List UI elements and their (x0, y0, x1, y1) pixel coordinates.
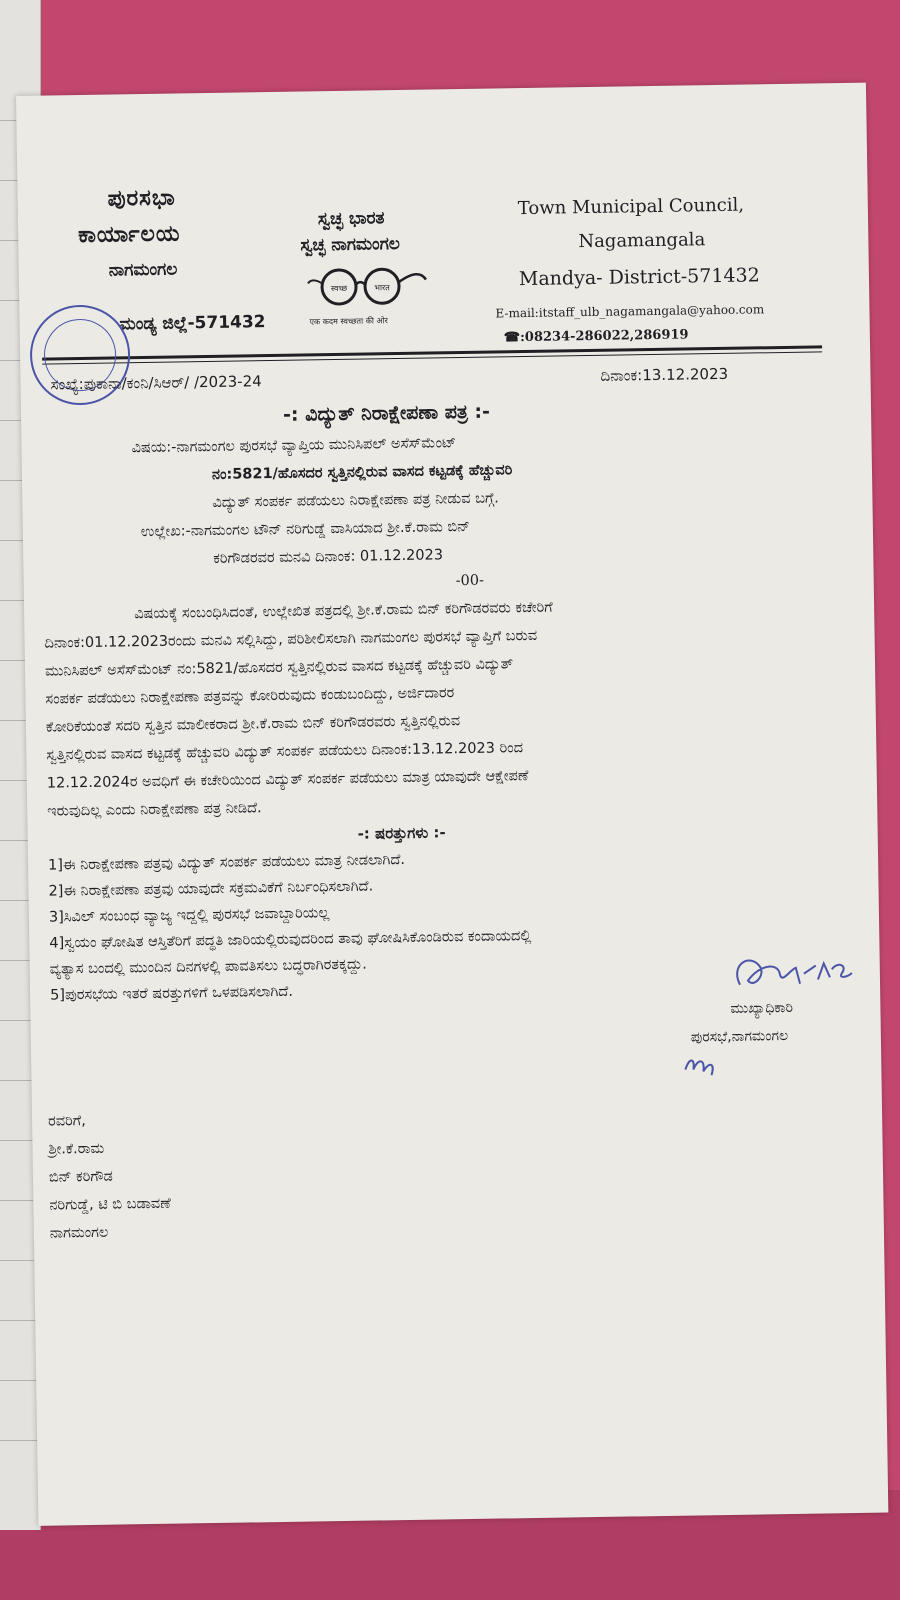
initials-mark-icon (681, 1049, 721, 1080)
header-left-line2: ಕಾರ್ಯಾಲಯ (78, 221, 181, 249)
body-line-2: ದಿನಾಂಕ:01.12.2023ರಂದು ಮನವಿ ಸಲ್ಲಿಸಿದ್ದು, ಪರಿಶೀಲಿಸಲಾಗಿ ನಾಗಮಂಗಲ ಪುರಸಭೆ ವ್ಯಾಪ್ತಿಗೆ ಬರುವ (44, 627, 538, 652)
header-right-line3: Mandya- District-571432 (518, 264, 760, 291)
header-left-district: ಮಂಡ್ಯ ಜಿಲ್ಲೆ-571432 (119, 312, 266, 335)
header-right-line2: Nagamangala (578, 229, 706, 253)
body-line-1: ವಿಷಯಕ್ಕೆ ಸಂಬಂಧಿಸಿದಂತೆ, ಉಲ್ಲೇಖಿತ ಪತ್ರದಲ್ಲಿ ಶ್ರೀ.ಕೆ.ರಾಮ ಬಿನ್ ಕರಿಗೌಡರವರು ಕಚೇರಿಗೆ (134, 599, 553, 623)
body-line-6: ಸ್ವತ್ತಿನಲ್ಲಿರುವ ವಾಸದ ಕಟ್ಟಡಕ್ಕೆ ಹೆಚ್ಚುವರಿ ವಿದ್ಯುತ್ ಸಂಪರ್ಕ ಪಡೆಯಲು ದಿನಾಂಕ:13.12.2023 ರಿಂದ (46, 740, 524, 764)
signature-mark-icon (719, 943, 860, 1005)
separator: -00- (455, 572, 485, 590)
reference-line-1: ಉಲ್ಲೇಖ:-ನಾಗಮಂಗಲ ಟೌನ್ ನರಿಗುಡ್ಡೆ ವಾಸಿಯಾದ ಶ್ರೀ.ಕೆ.ರಾಮ ಬಿನ್ (140, 518, 471, 541)
condition-4: 4]ಸ್ವಯಂ ಘೋಷಿತ ಆಸ್ತಿತೆರಿಗೆ ಪದ್ಧತಿ ಜಾರಿಯಲ್ಲಿರುವುದರಿಂದ ತಾವು ಘೋಷಿಸಿಕೊಂಡಿರುವ ಕಂದಾಯದಲ್ಲಿ (49, 928, 532, 952)
condition-2: 2]ಈ ನಿರಾಕ್ಷೇಪಣಾ ಪತ್ರವು ಯಾವುದೇ ಸಕ್ರಮವಿಕೆಗೆ ನಿರ್ಬಂಧಿಸಲಾಗಿದೆ. (48, 878, 374, 900)
header-center-line2: ಸ್ವಚ್ಛ ನಾಗಮಂಗಲ (300, 233, 401, 256)
header-right-line1: Town Municipal Council, (517, 194, 745, 220)
header-email: E-mail:itstaff_ulb_nagamangala@yahoo.com (495, 302, 765, 321)
recipient-line-3: ಬಿನ್ ಕರಿಗೌಡ (48, 1168, 113, 1186)
header-phone: ☎:08234-286022,286919 (503, 327, 689, 346)
document-title: -: ವಿದ್ಯುತ್ ನಿರಾಕ್ಷೇಪಣಾ ಪತ್ರ :- (282, 400, 491, 426)
body-line-5: ಕೋರಿಕೆಯಂತೆ ಸದರಿ ಸ್ವತ್ತಿನ ಮಾಲೀಕರಾದ ಶ್ರೀ.ಕೆ.ರಾಮ ಬಿನ್ ಕರಿಗೌಡರವರು ಸ್ವತ್ತಿನಲ್ಲಿರುವ (45, 713, 461, 736)
subject-line-3: ವಿದ್ಯುತ್ ಸಂಪರ್ಕ ಪಡೆಯಲು ನಿರಾಕ್ಷೇಪಣಾ ಪತ್ರ ನೀಡುವ ಬಗ್ಗೆ. (212, 490, 499, 511)
reference-number: ಸಂಖ್ಯೆ:ಪುಕಾನಾ/ಕಂನಿ/ಸಿಆರ್/ /2023-24 (50, 372, 262, 394)
logo-right-text: भारत (374, 283, 390, 293)
header-left-line1: ಪುರಸಭಾ (107, 185, 176, 212)
body-line-4: ಸಂಪರ್ಕ ಪಡೆಯಲು ನಿರಾಕ್ಷೇಪಣಾ ಪತ್ರವನ್ನು ಕೋರಿರುವುದು ಕಂಡುಬಂದಿದ್ದು, ಅರ್ಜಿದಾರರ (45, 685, 455, 708)
conditions-title: -: ಷರತ್ತುಗಳು :- (357, 823, 446, 843)
condition-1: 1]ಈ ನಿರಾಕ್ಷೇಪಣಾ ಪತ್ರವು ವಿದ್ಯುತ್ ಸಂಪರ್ಕ ಪಡೆಯಲು ಮಾತ್ರ ನೀಡಲಾಗಿದೆ. (47, 851, 406, 874)
logo-caption: एक कदम स्वच्छता की ओर (309, 316, 388, 327)
subject-line-1: ವಿಷಯ:-ನಾಗಮಂಗಲ ಪುರಸಭೆ ವ್ಯಾಪ್ತಿಯ ಮುನಿಸಿಪಲ್ ಅಸೆಸ್‌ಮೆಂಟ್ (131, 435, 457, 457)
office-seal (20, 295, 140, 415)
body-line-8: ಇರುವುದಿಲ್ಲ ಎಂದು ನಿರಾಕ್ಷೇಪಣಾ ಪತ್ರ ನೀಡಿದೆ. (47, 800, 262, 820)
reference-date: ದಿನಾಂಕ:13.12.2023 (600, 364, 729, 385)
recipient-line-4: ನರಿಗುಡ್ಡೆ, ಟಿ ಬಿ ಬಡಾವಣೆ (49, 1195, 171, 1214)
recipient-line-2: ಶ್ರೀ.ಕೆ.ರಾಮ (48, 1140, 105, 1158)
header-center-line1: ಸ್ವಚ್ಛ ಭಾರತ (317, 208, 385, 230)
recipient-line-1: ರವರಿಗೆ, (47, 1113, 86, 1130)
body-line-3: ಮುನಿಸಿಪಲ್ ಅಸೆಸ್‌ಮೆಂಟ್ ನಂ:5821/ಹೊಸದರ ಸ್ವತ್ತಿನಲ್ಲಿರುವ ವಾಸದ ಕಟ್ಟಡಕ್ಕೆ ಹೆಚ್ಚುವರಿ ವಿದ್ಯುತ್ (44, 656, 514, 680)
header-left-line3: ನಾಗಮಂಗಲ (108, 259, 178, 281)
condition-5: 5]ಪುರಸಭೆಯ ಇತರೆ ಷರತ್ತುಗಳಿಗೆ ಒಳಪಡಿಸಲಾಗಿದೆ. (50, 983, 294, 1004)
signatory-title: ಮುಖ್ಯಾಧಿಕಾರಿ (730, 999, 794, 1017)
condition-3: 3]ಸಿವಿಲ್ ಸಂಬಂಧ ವ್ಯಾಜ್ಯ ಇದ್ದಲ್ಲಿ ಪುರಸಭೆ ಜವಾಬ್ದಾರಿಯಲ್ಲ (48, 905, 330, 926)
body-line-7: 12.12.2024ರ ಅವಧಿಗೆ ಈ ಕಚೇರಿಯಿಂದ ವಿದ್ಯುತ್ ಸಂಪರ್ಕ ಪಡೆಯಲು ಮಾತ್ರ ಯಾವುದೇ ಆಕ್ಷೇಪಣೆ (46, 768, 529, 792)
swachh-bharat-glasses-icon (304, 261, 435, 317)
reference-line-2: ಕರಿಗೌಡರವರ ಮನವಿ ದಿನಾಂಕ: 01.12.2023 (213, 547, 444, 567)
logo-left-text: स्वच्छ (330, 283, 348, 294)
condition-4-continued: ವ್ಯತ್ಯಾಸ ಬಂದಲ್ಲಿ ಮುಂದಿನ ದಿನಗಳಲ್ಲಿ ಪಾವತಿಸಲು ಬದ್ಧರಾಗಿರತಕ್ಕದ್ದು. (49, 956, 367, 978)
subject-line-2: ನಂ:5821/ಹೊಸದರ ಸ್ವತ್ತಿನಲ್ಲಿರುವ ವಾಸದ ಕಟ್ಟಡಕ್ಕೆ ಹೆಚ್ಚುವರಿ (211, 462, 513, 483)
signatory-office: ಪುರಸಭೆ,ನಾಗಮಂಗಲ (690, 1027, 789, 1046)
recipient-line-5: ನಾಗಮಂಗಲ (49, 1224, 109, 1242)
document-sheet (16, 83, 888, 1526)
